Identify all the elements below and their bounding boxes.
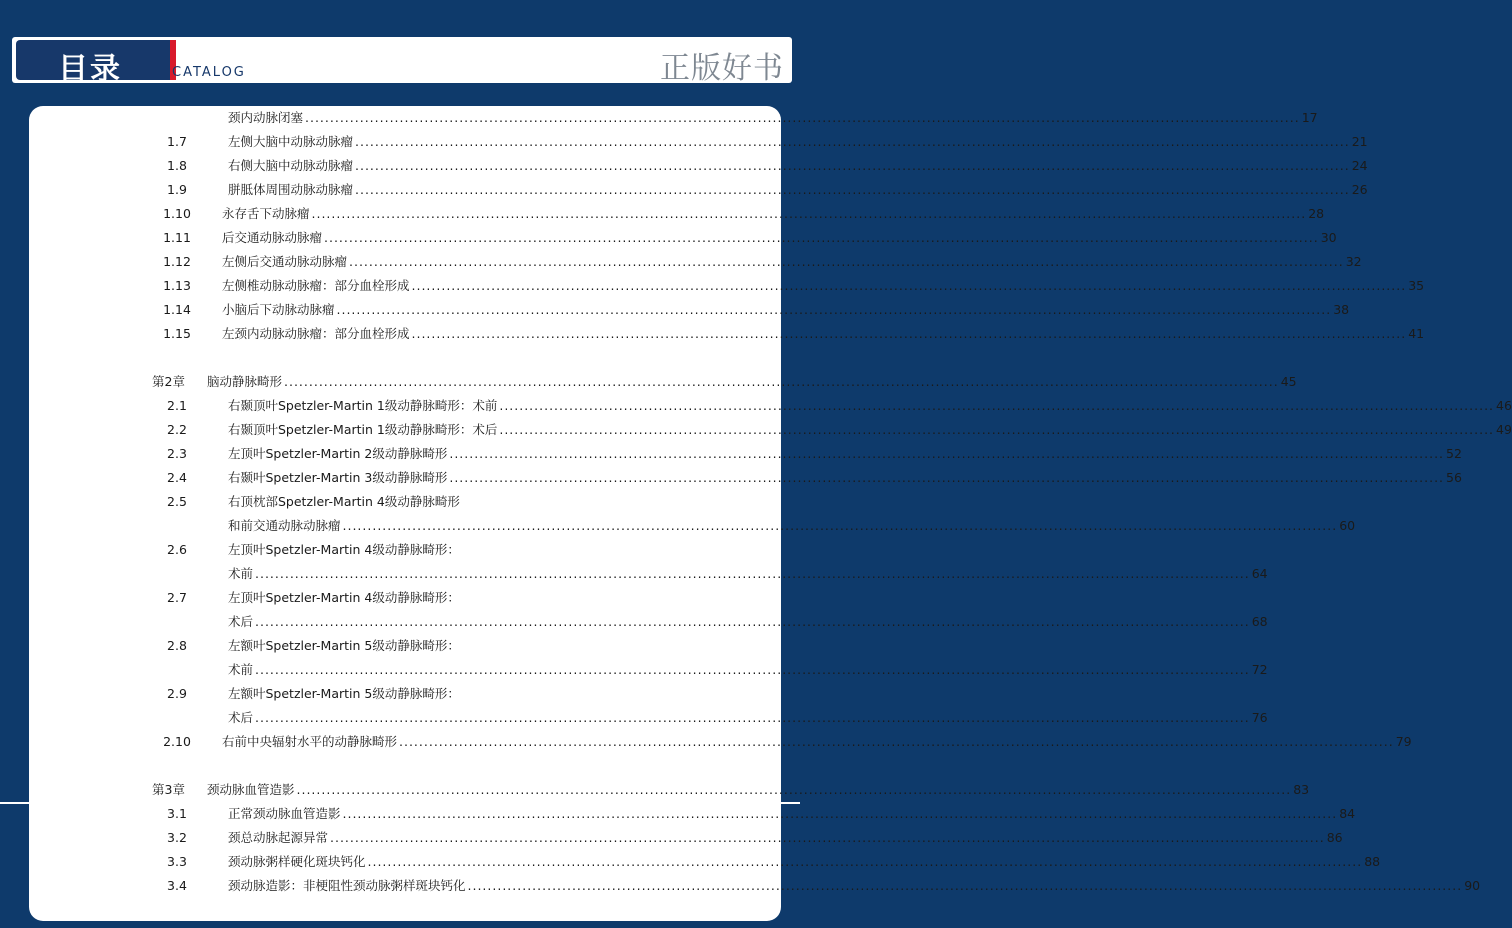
toc-entry xyxy=(152,492,574,512)
toc-entry xyxy=(152,876,1481,896)
toc-leader-dots: ........................................................................................................................................................................................................ xyxy=(284,374,1279,389)
toc-leader-dots: ........................................................................................................................................................................................................ xyxy=(449,446,1445,461)
toc-entry-number: 2.2 xyxy=(167,422,187,437)
toc-entry xyxy=(152,684,574,704)
toc-entry-page: 17 xyxy=(1301,110,1318,125)
toc-entry xyxy=(152,636,574,656)
toc-entry-number: 第3章 xyxy=(152,782,185,797)
toc-leader-dots: ........................................................................................................................................................................................................ xyxy=(296,782,1292,797)
toc-entry-title: 右颞顶叶Spetzler-Martin 1级动静脉畸形：术后 xyxy=(228,422,498,437)
toc-entry-page: 26 xyxy=(1351,182,1368,197)
toc-entry-number: 2.1 xyxy=(167,398,187,413)
toc-entry-page: 83 xyxy=(1293,782,1310,797)
toc-entry-number: 1.14 xyxy=(163,302,191,317)
toc-entry xyxy=(152,516,1356,536)
toc-entry-title: 永存舌下动脉瘤 xyxy=(222,206,310,221)
toc-entry-title: 左侧大脑中动脉动脉瘤 xyxy=(228,134,354,149)
toc-entry-title: 左侧后交通动脉动脉瘤 xyxy=(222,254,348,269)
toc-entry-page: 86 xyxy=(1326,830,1343,845)
toc-entry-page: 30 xyxy=(1320,230,1337,245)
toc-leader-dots: ........................................................................................................................................................................................................ xyxy=(342,518,1338,533)
toc-entry xyxy=(152,132,1368,152)
toc-entry-title: 右顶枕部Spetzler-Martin 4级动静脉畸形 xyxy=(228,494,460,509)
toc-entry-title: 左额叶Spetzler-Martin 5级动静脉畸形： xyxy=(228,686,460,701)
title-tab xyxy=(16,40,176,87)
toc-entry xyxy=(152,300,1350,320)
toc-entry-title: 脑动静脉畸形 xyxy=(207,374,283,389)
brand-label: 正版好书 xyxy=(660,51,784,86)
toc-leader-dots: ........................................................................................................................................................................................................ xyxy=(499,422,1495,437)
toc-entry xyxy=(152,252,1362,272)
toc-entry-title: 左顶叶Spetzler-Martin 4级动静脉畸形： xyxy=(228,542,460,557)
toc-leader-dots: ........................................................................................................................................................................................................ xyxy=(255,662,1250,677)
toc-leader-dots: ........................................................................................................................................................................................................ xyxy=(255,710,1250,725)
toc-entry-number: 2.10 xyxy=(163,734,191,749)
toc-entry-page: 45 xyxy=(1280,374,1297,389)
toc-entry-number: 2.6 xyxy=(167,542,187,557)
toc-leader-dots: ........................................................................................................................................................................................................ xyxy=(449,470,1445,485)
toc-entry-title: 左额叶Spetzler-Martin 5级动静脉畸形： xyxy=(228,638,460,653)
toc-leader-dots: ........................................................................................................................................................................................................ xyxy=(349,254,1344,269)
toc-entry-number: 2.8 xyxy=(167,638,187,653)
toc-entry-page: 56 xyxy=(1446,470,1462,485)
page-title: 目录 xyxy=(58,52,122,87)
toc-leader-dots: ........................................................................................................................................................................................................ xyxy=(255,614,1250,629)
toc-entry-number: 2.4 xyxy=(167,470,187,485)
toc-entry-page: 52 xyxy=(1446,446,1462,461)
toc-entry-number: 第2章 xyxy=(152,374,185,389)
toc-entry-page: 88 xyxy=(1364,854,1381,869)
toc-leader-dots: ........................................................................................................................................................................................................ xyxy=(342,806,1338,821)
toc-entry xyxy=(152,540,574,560)
toc-entry-page: 35 xyxy=(1408,278,1425,293)
toc-entry xyxy=(152,156,1368,176)
toc-leader-dots: ........................................................................................................................................................................................................ xyxy=(355,158,1350,173)
toc-entry-title: 左颈内动脉动脉瘤：部分血栓形成 xyxy=(222,326,410,341)
toc-entry xyxy=(152,420,1512,440)
toc-entry-title: 术前 xyxy=(228,566,254,581)
toc-entry-page: 41 xyxy=(1408,326,1425,341)
toc-entry-number: 1.9 xyxy=(167,182,187,197)
toc-entry-number: 2.3 xyxy=(167,446,187,461)
toc-entry xyxy=(152,468,1462,488)
toc-entry xyxy=(152,228,1337,248)
toc-entry xyxy=(152,804,1356,824)
toc-entry xyxy=(152,372,1297,392)
catalog-subtitle: CATALOG xyxy=(172,65,246,80)
toc-entry-number: 3.2 xyxy=(167,830,187,845)
toc-entry xyxy=(152,180,1368,200)
toc-entry-title: 小脑后下动脉动脉瘤 xyxy=(222,302,335,317)
toc-leader-dots: ........................................................................................................................................................................................................ xyxy=(399,734,1394,749)
toc-leader-dots: ........................................................................................................................................................................................................ xyxy=(411,326,1407,341)
toc-leader-dots: ........................................................................................................................................................................................................ xyxy=(355,134,1350,149)
toc-entry-number: 3.3 xyxy=(167,854,187,869)
toc-leader-dots: ........................................................................................................................................................................................................ xyxy=(467,878,1463,893)
toc-entry-page: 76 xyxy=(1251,710,1268,725)
toc-entry-title: 左顶叶Spetzler-Martin 4级动静脉畸形： xyxy=(228,590,460,605)
toc-entry xyxy=(152,828,1343,848)
toc-entry xyxy=(152,204,1325,224)
toc-entry xyxy=(152,660,1268,680)
toc-entry-number: 1.8 xyxy=(167,158,187,173)
toc-entry-number: 2.5 xyxy=(167,494,187,509)
toc-entry-page: 68 xyxy=(1251,614,1268,629)
toc-entry-title: 术前 xyxy=(228,662,254,677)
toc-entry xyxy=(152,276,1425,296)
toc-entry-title: 和前交通动脉动脉瘤 xyxy=(228,518,341,533)
toc-entry xyxy=(152,588,574,608)
toc-entry-page: 21 xyxy=(1351,134,1368,149)
toc-entry-page: 72 xyxy=(1251,662,1268,677)
header-bar xyxy=(12,37,792,87)
toc-entry-title: 术后 xyxy=(228,710,254,725)
toc-leader-dots: ........................................................................................................................................................................................................ xyxy=(324,230,1319,245)
toc-entry-number: 1.15 xyxy=(163,326,191,341)
toc-entry-title: 后交通动脉动脉瘤 xyxy=(222,230,323,245)
toc-entry-number: 2.9 xyxy=(167,686,187,701)
toc-leader-dots: ........................................................................................................................................................................................................ xyxy=(336,302,1332,317)
divider-left xyxy=(0,802,29,804)
toc-entry-number: 1.11 xyxy=(163,230,191,245)
toc-entry-page: 79 xyxy=(1395,734,1412,749)
toc-entry-number: 1.10 xyxy=(163,206,191,221)
toc-leader-dots: ........................................................................................................................................................................................................ xyxy=(355,182,1350,197)
toc-entry-page: 84 xyxy=(1339,806,1356,821)
toc-entry-title: 颈动脉粥样硬化斑块钙化 xyxy=(228,854,366,869)
toc-entry-page: 32 xyxy=(1345,254,1362,269)
toc-entry-title: 左侧椎动脉动脉瘤：部分血栓形成 xyxy=(222,278,410,293)
toc-entry-page: 64 xyxy=(1251,566,1268,581)
toc-leader-dots: ........................................................................................................................................................................................................ xyxy=(305,110,1300,125)
toc-entry-page: 90 xyxy=(1464,878,1481,893)
toc-entry-page: 60 xyxy=(1339,518,1356,533)
toc-entry-page: 38 xyxy=(1333,302,1350,317)
toc-entry-page: 49 xyxy=(1496,422,1512,437)
toc-entry xyxy=(152,852,1381,872)
toc-entry xyxy=(152,612,1268,632)
toc-leader-dots: ........................................................................................................................................................................................................ xyxy=(311,206,1307,221)
toc-entry-number: 1.12 xyxy=(163,254,191,269)
toc-entry-title: 右颞顶叶Spetzler-Martin 1级动静脉畸形：术前 xyxy=(228,398,498,413)
toc-entry-title: 右前中央辐射水平的动静脉畸形 xyxy=(222,734,398,749)
toc-leader-dots: ........................................................................................................................................................................................................ xyxy=(255,566,1250,581)
toc-entry xyxy=(152,324,1425,344)
toc-leader-dots: ........................................................................................................................................................................................................ xyxy=(367,854,1363,869)
toc-entry xyxy=(152,708,1268,728)
toc-entry xyxy=(152,780,1310,800)
toc-entry-number: 3.1 xyxy=(167,806,187,821)
toc-entry-number: 1.7 xyxy=(167,134,187,149)
toc-entry-title: 右颞叶Spetzler-Martin 3级动静脉畸形 xyxy=(228,470,448,485)
toc-entry-title: 颈内动脉闭塞 xyxy=(228,110,304,125)
toc-entry xyxy=(152,564,1268,584)
toc-entry xyxy=(152,444,1462,464)
toc-entry-number: 2.7 xyxy=(167,590,187,605)
toc-entry xyxy=(152,108,1318,128)
toc-entry-title: 颈总动脉起源异常 xyxy=(228,830,329,845)
toc-entry-title: 颈动脉血管造影 xyxy=(207,782,295,797)
toc-leader-dots: ........................................................................................................................................................................................................ xyxy=(330,830,1325,845)
toc-entry-title: 右侧大脑中动脉动脉瘤 xyxy=(228,158,354,173)
toc-entry-page: 24 xyxy=(1351,158,1368,173)
toc-entry-title: 左顶叶Spetzler-Martin 2级动静脉畸形 xyxy=(228,446,448,461)
toc-entry xyxy=(152,732,1412,752)
toc-entry-page: 28 xyxy=(1308,206,1325,221)
toc-leader-dots: ........................................................................................................................................................................................................ xyxy=(499,398,1495,413)
toc-entry-page: 46 xyxy=(1496,398,1512,413)
toc-leader-dots: ........................................................................................................................................................................................................ xyxy=(411,278,1407,293)
toc-entry-title: 颈动脉造影：非梗阻性颈动脉粥样斑块钙化 xyxy=(228,878,466,893)
toc-entry-title: 正常颈动脉血管造影 xyxy=(228,806,341,821)
toc-entry-number: 3.4 xyxy=(167,878,187,893)
toc-entry-title: 术后 xyxy=(228,614,254,629)
toc-entry xyxy=(152,396,1512,416)
toc-entry-number: 1.13 xyxy=(163,278,191,293)
toc-entry-title: 胼胝体周围动脉动脉瘤 xyxy=(228,182,354,197)
